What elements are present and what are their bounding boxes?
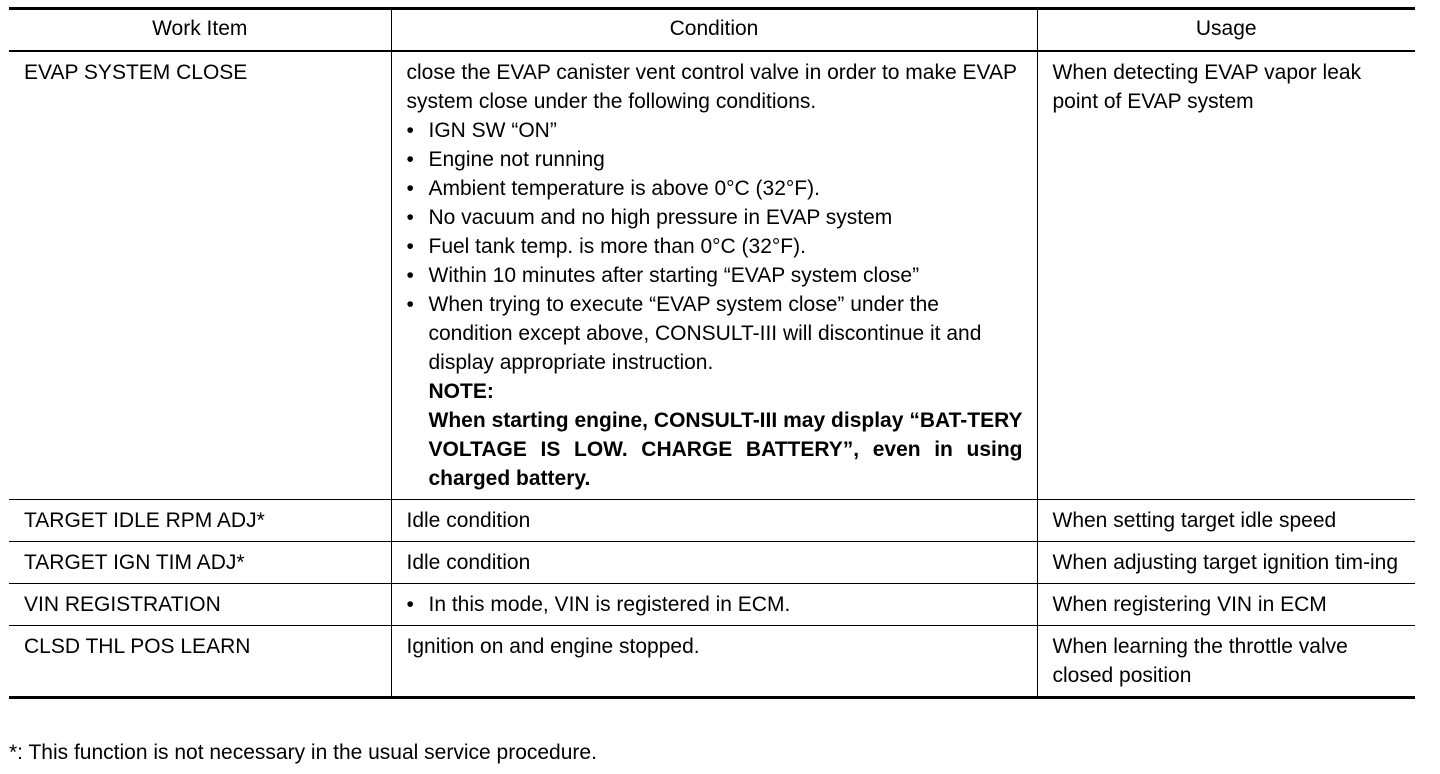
work-item-cell: CLSD THL POS LEARN [9,626,391,698]
usage-cell: When adjusting target ignition tim-ing [1037,542,1415,584]
header-condition: Condition [391,9,1037,52]
table-row [9,626,1415,698]
condition-intro: close the EVAP canister vent control valve in order to make EVAP system close under the following conditions. [406,61,1017,113]
usage-cell: When setting target idle speed [1037,500,1415,542]
work-item-cell: TARGET IGN TIM ADJ* [9,542,391,584]
usage-cell: When registering VIN in ECM [1037,584,1415,626]
list-item: • Engine not running [407,145,1023,174]
list-item: • In this mode, VIN is registered in ECM. [407,590,1023,619]
work-item-cell: VIN REGISTRATION [9,584,391,626]
list-item: • Within 10 minutes after starting “EVAP system close” [407,261,1023,290]
condition-cell [391,51,1037,500]
usage-cell: When detecting EVAP vapor leak point of EVAP system [1037,51,1415,500]
table-header-row [9,9,1415,52]
work-item-cell: TARGET IDLE RPM ADJ* [9,500,391,542]
condition-cell: Idle condition [391,542,1037,584]
note-text: When starting engine, CONSULT-III may display “BAT-TERY VOLTAGE IS LOW. CHARGE BATTERY”, even in using charged battery. [428,409,1023,490]
table-row [9,542,1415,584]
list-item [407,290,1023,493]
table-row [9,500,1415,542]
work-support-table [9,7,1415,699]
table-row [9,51,1415,500]
list-item-text: When trying to execute “EVAP system close” under the condition except above, CONSULT-III will discontinue it and display appropriate instruction. [428,293,982,374]
condition-list [407,116,1023,493]
list-item: • No vacuum and no high pressure in EVAP system [407,203,1023,232]
header-work-item: Work Item [9,9,391,52]
header-usage: Usage [1037,9,1415,52]
work-item-cell: EVAP SYSTEM CLOSE [9,51,391,500]
condition-cell [391,584,1037,626]
condition-cell: Ignition on and engine stopped. [391,626,1037,698]
table-row [9,584,1415,626]
usage-cell: When learning the throttle valve closed position [1037,626,1415,698]
footnote: *: This function is not necessary in the usual service procedure. [9,741,597,764]
note-label: NOTE: [428,380,494,403]
condition-list [407,590,1023,619]
condition-cell: Idle condition [391,500,1037,542]
list-item: • Ambient temperature is above 0°C (32°F). [407,174,1023,203]
list-item: • IGN SW “ON” [407,116,1023,145]
list-item: • Fuel tank temp. is more than 0°C (32°F). [407,232,1023,261]
